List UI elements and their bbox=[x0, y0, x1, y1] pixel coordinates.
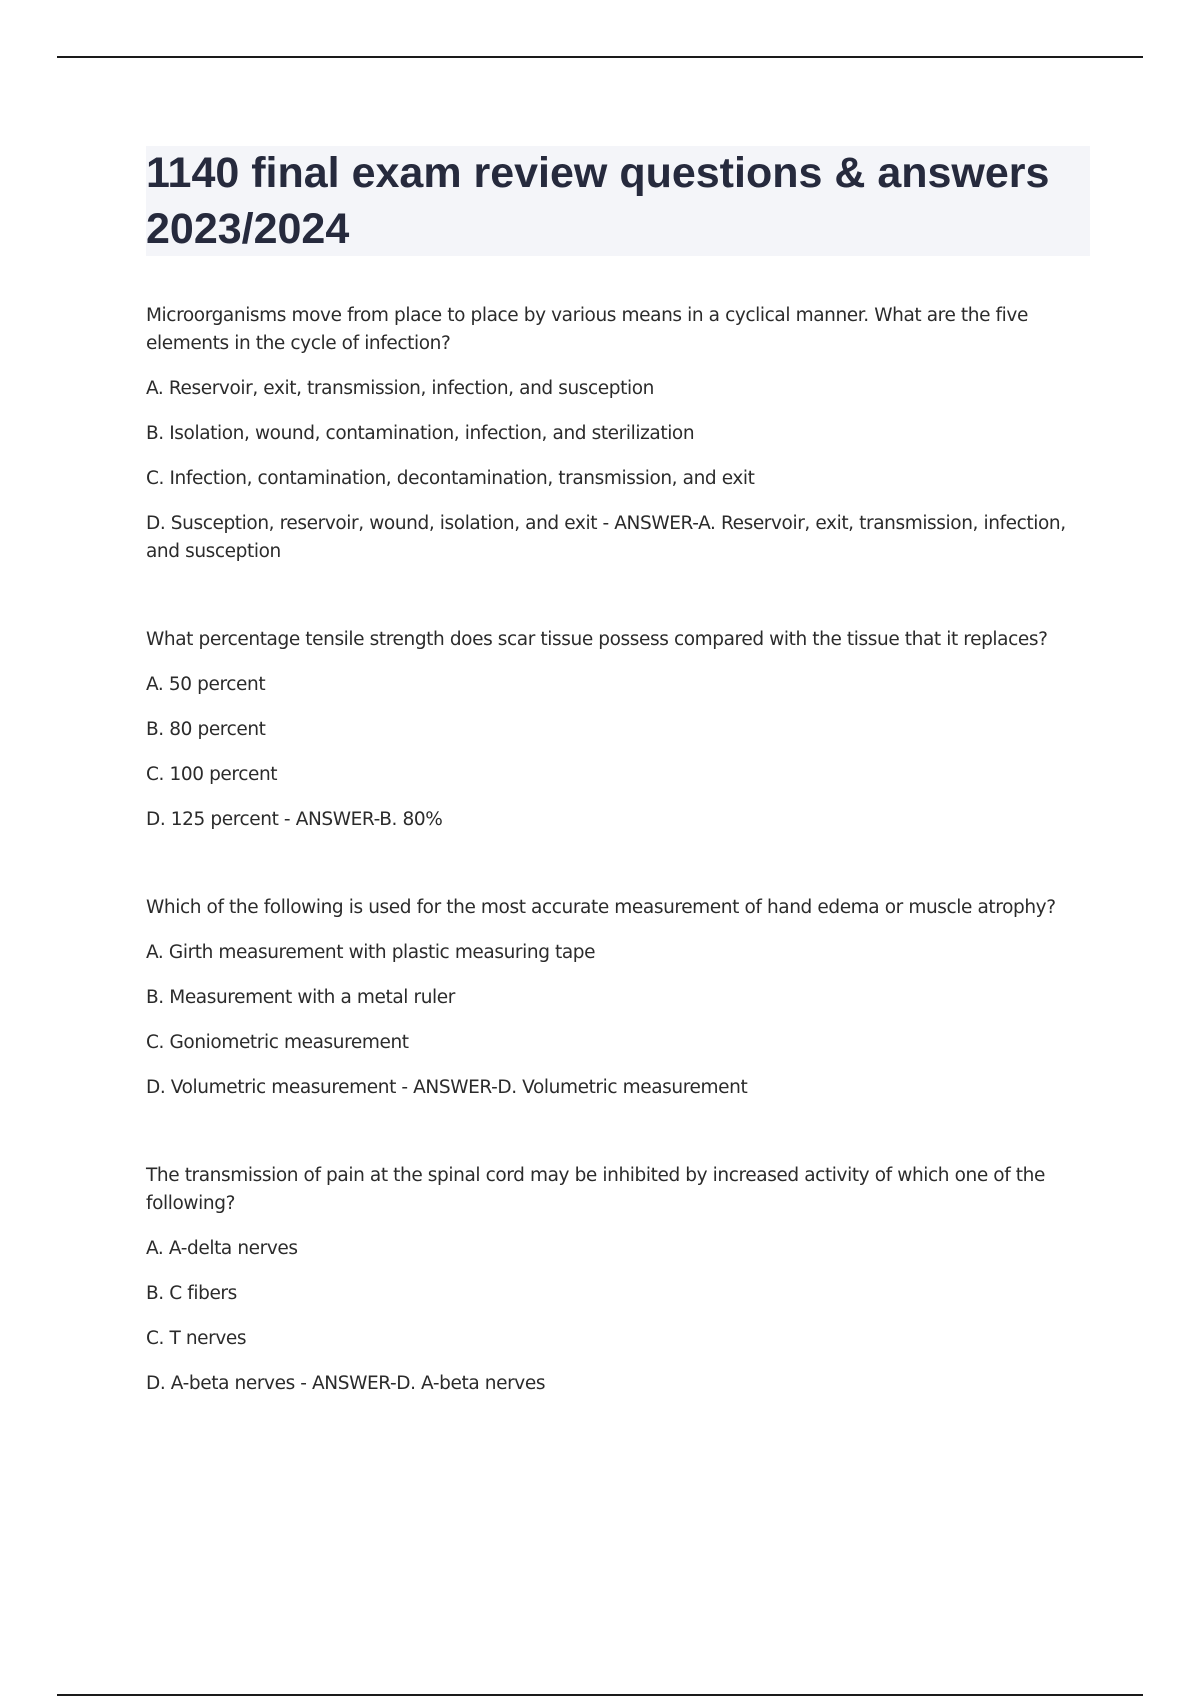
question-text: What percentage tensile strength does scar tissue possess compared with the tissue that it replaces? bbox=[146, 629, 1048, 650]
answer-option: C. T nerves bbox=[146, 1328, 247, 1349]
answer-option: C. Goniometric measurement bbox=[146, 1032, 409, 1053]
answer-option: B. C fibers bbox=[146, 1283, 237, 1304]
question-block bbox=[146, 626, 1086, 834]
answer-option: B. 80 percent bbox=[146, 719, 266, 740]
answer-option: D. Susception, reservoir, wound, isolation, and exit - ANSWER-A. Reservoir, exit, transmission, infection, and susception bbox=[146, 513, 1066, 562]
question-block bbox=[146, 1162, 1086, 1398]
answer-option: D. A-beta nerves - ANSWER-D. A-beta nerves bbox=[146, 1373, 546, 1394]
bottom-rule bbox=[57, 1694, 1143, 1696]
answer-option: A. A-delta nerves bbox=[146, 1238, 298, 1259]
answer-option: B. Isolation, wound, contamination, infection, and sterilization bbox=[146, 423, 695, 444]
answer-option: A. Girth measurement with plastic measuring tape bbox=[146, 942, 596, 963]
answer-option: A. 50 percent bbox=[146, 674, 266, 695]
answer-option: D. Volumetric measurement - ANSWER-D. Volumetric measurement bbox=[146, 1077, 748, 1098]
page-title: 1140 final exam review questions & answers 2023/2024 bbox=[146, 149, 1050, 253]
question-text: Microorganisms move from place to place by various means in a cyclical manner. What are the five elements in the cycle of infection? bbox=[146, 305, 1028, 354]
document-body bbox=[146, 302, 1086, 1458]
question-block bbox=[146, 894, 1086, 1102]
answer-option: D. 125 percent - ANSWER-B. 80% bbox=[146, 809, 443, 830]
answer-option: C. Infection, contamination, decontamination, transmission, and exit bbox=[146, 468, 755, 489]
question-text: The transmission of pain at the spinal cord may be inhibited by increased activity of which one of the following? bbox=[146, 1165, 1045, 1214]
question-block bbox=[146, 302, 1086, 566]
answer-option: C. 100 percent bbox=[146, 764, 278, 785]
top-rule bbox=[57, 56, 1143, 58]
question-text: Which of the following is used for the most accurate measurement of hand edema or muscle atrophy? bbox=[146, 897, 1056, 918]
answer-option: A. Reservoir, exit, transmission, infection, and susception bbox=[146, 378, 654, 399]
answer-option: B. Measurement with a metal ruler bbox=[146, 987, 455, 1008]
